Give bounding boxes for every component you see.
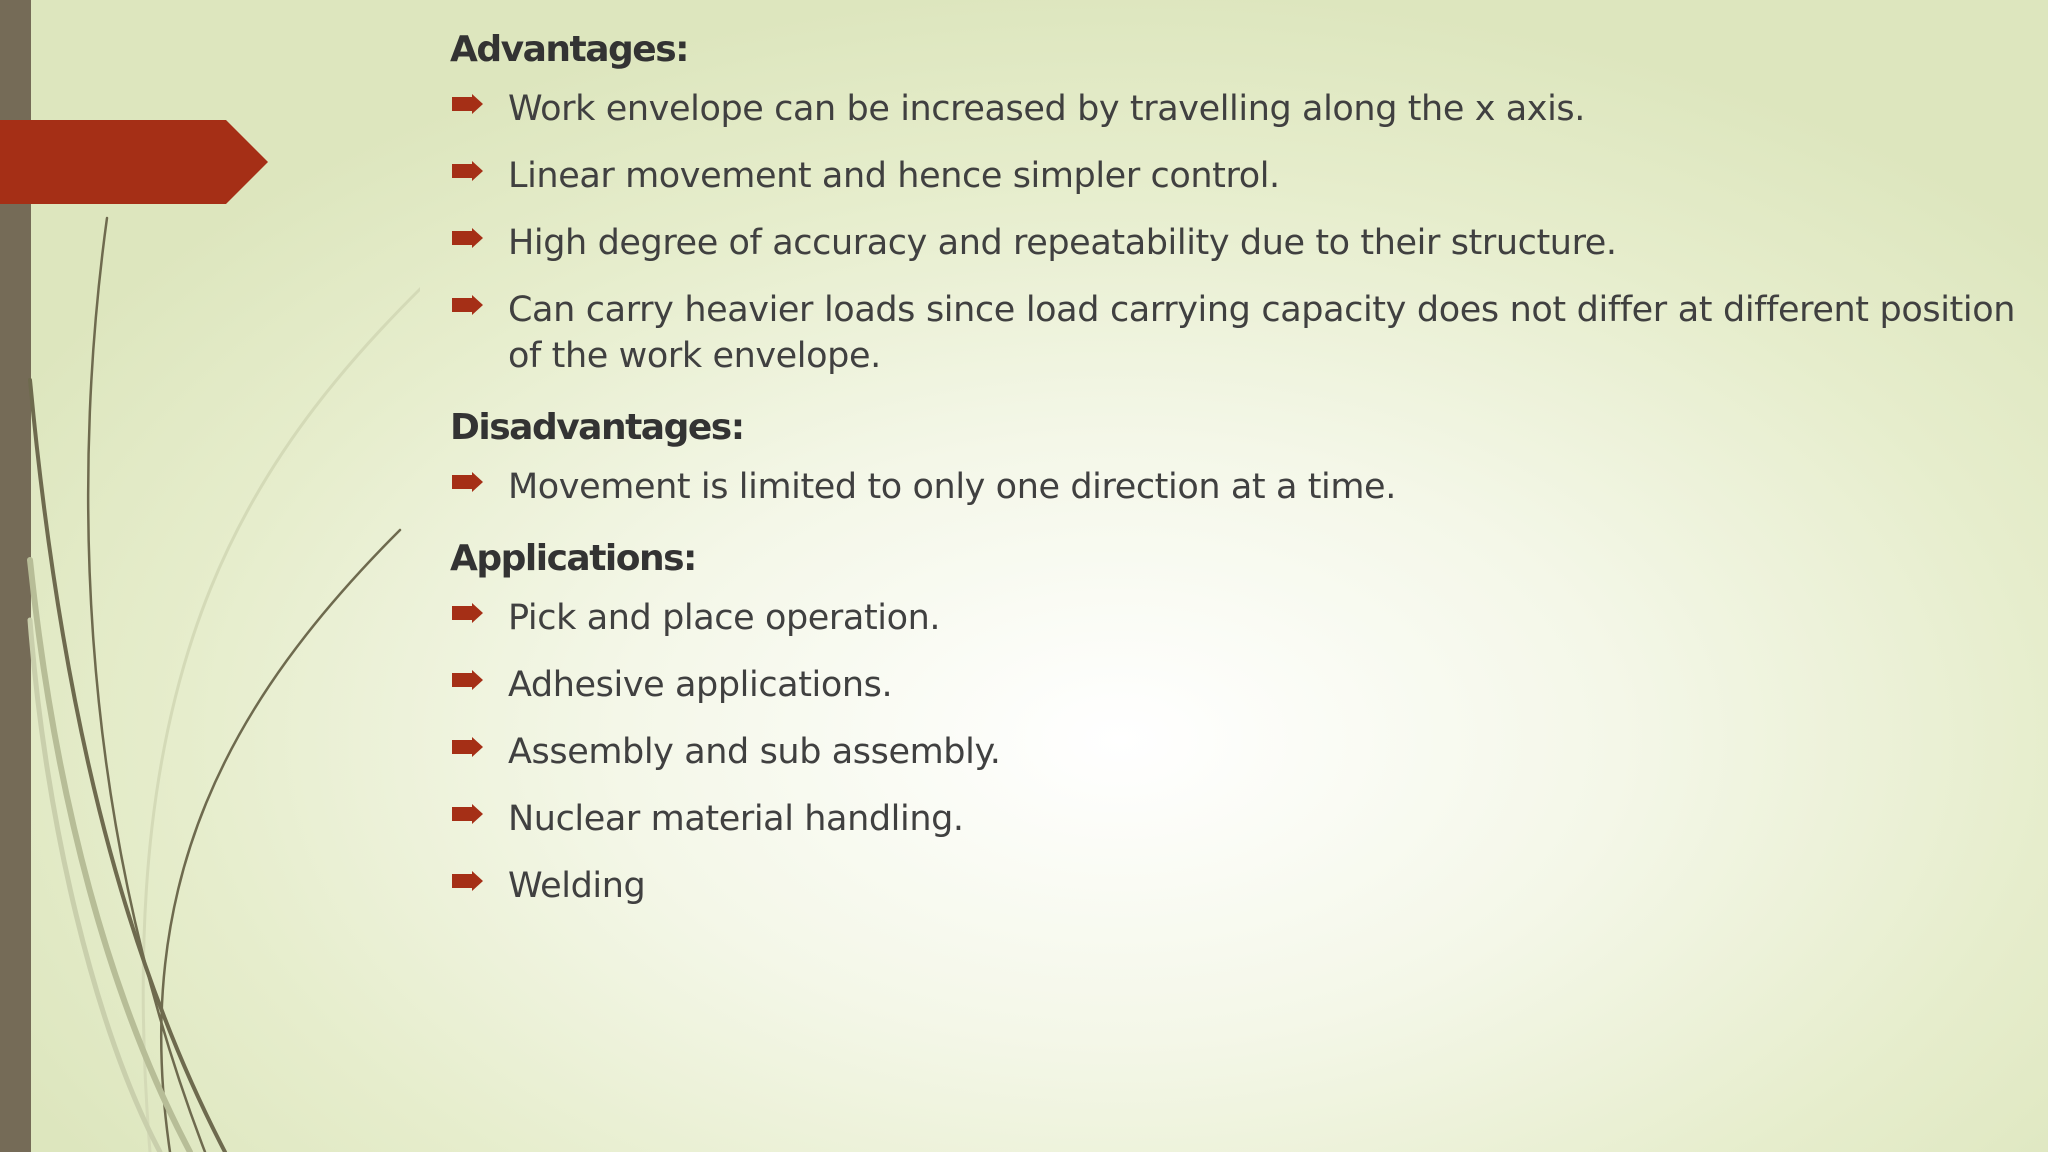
arrow-bullet-icon: [452, 603, 484, 623]
arrow-bullet-icon: [452, 228, 484, 248]
list-item-text: Assembly and sub assembly.: [508, 732, 1001, 772]
arrow-bullet-icon: [452, 94, 484, 114]
disadvantages-list: [450, 464, 2015, 510]
arrow-bullet-icon: [452, 295, 484, 315]
arrow-bullet-icon: [452, 804, 484, 824]
list-item: [450, 863, 2015, 909]
list-item: [450, 595, 2015, 641]
list-item-text: High degree of accuracy and repeatability due to their structure.: [508, 223, 1617, 263]
list-item-text: Adhesive applications.: [508, 665, 893, 705]
list-item-text: Pick and place operation.: [508, 598, 941, 638]
list-item: [450, 464, 2015, 510]
arrow-bullet-icon: [452, 472, 484, 492]
list-item-text: Can carry heavier loads since load carrying capacity does not differ at different position of the work envelope.: [508, 290, 2015, 376]
list-item: [450, 220, 2015, 266]
arrow-bullet-icon: [452, 670, 484, 690]
list-item: [450, 86, 2015, 132]
list-item: [450, 729, 2015, 775]
section-heading-disadvantages: Disadvantages:: [450, 407, 744, 448]
arrow-bullet-icon: [452, 871, 484, 891]
section-heading-advantages: Advantages:: [450, 29, 689, 70]
decorative-curves: [0, 0, 420, 1152]
list-item-text: Work envelope can be increased by travelling along the x axis.: [508, 89, 1585, 129]
section-heading-applications: Applications:: [450, 538, 696, 579]
list-item: [450, 796, 2015, 842]
list-item-text: Linear movement and hence simpler control.: [508, 156, 1280, 196]
list-item: [450, 662, 2015, 708]
arrow-bullet-icon: [452, 161, 484, 181]
list-item-text: Welding: [508, 866, 646, 906]
slide-content: [450, 22, 2015, 930]
list-item: [450, 153, 2015, 199]
list-item: [450, 287, 2015, 379]
list-item-text: Nuclear material handling.: [508, 799, 964, 839]
applications-list: [450, 595, 2015, 909]
accent-arrow-banner: [0, 120, 268, 204]
list-item-text: Movement is limited to only one direction at a time.: [508, 467, 1396, 507]
arrow-bullet-icon: [452, 737, 484, 757]
advantages-list: [450, 86, 2015, 379]
